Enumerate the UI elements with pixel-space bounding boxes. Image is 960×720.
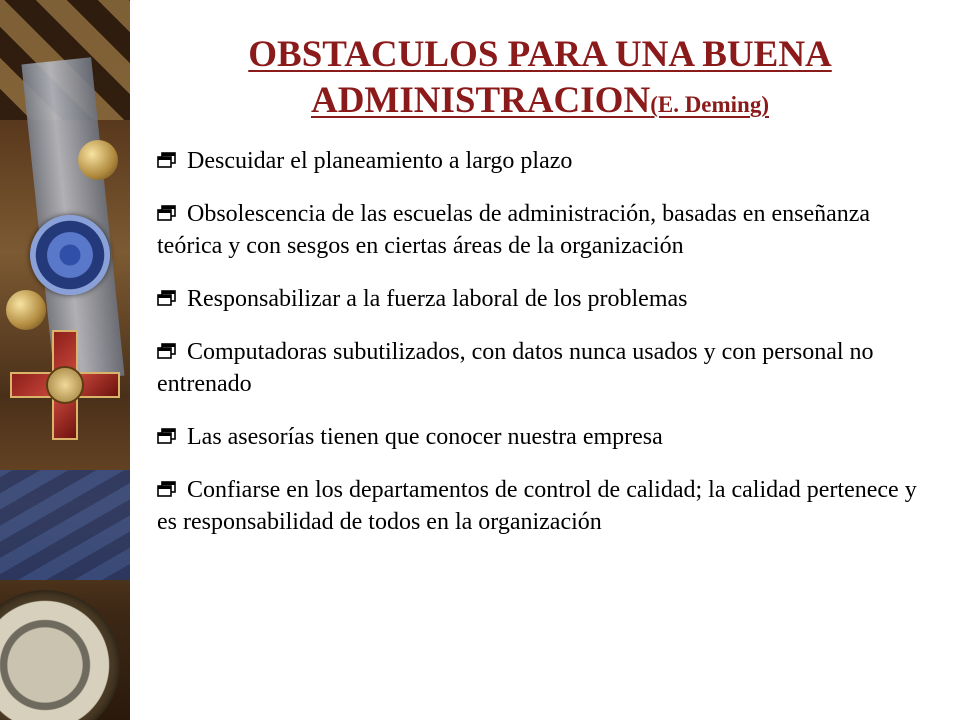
window-restore-icon [157,343,177,360]
bullet-item [157,474,927,538]
decorative-photo-strip [0,0,130,720]
bullet-text: Computadoras subutilizados, con datos nunca usados y con personal no entrenado [157,339,874,397]
bullet-item [157,198,927,262]
slide-title [160,32,920,128]
maltese-cross-medal [10,330,120,440]
window-restore-icon [157,205,177,222]
bullet-item [157,283,927,315]
bullet-text: Las asesorías tienen que conocer nuestra empresa [187,424,663,450]
bullet-text: Descuidar el planeamiento a largo plazo [187,148,573,174]
bullet-item [157,336,927,400]
bullet-item [157,145,927,177]
window-restore-icon [157,152,177,169]
bullet-text: Confiarse en los departamentos de control de calidad; la calidad pertenece y es responsabilidad de todos en la organización [157,477,917,535]
bullet-text: Obsolescencia de las escuelas de administración, basadas en enseñanza teórica y con sesgos en ciertas áreas de la organización [157,201,871,259]
window-restore-icon [157,481,177,498]
bullet-list [157,145,927,559]
blue-rosette [30,215,110,295]
compass-icon [0,590,120,720]
title-subtitle: (E. Deming) [650,92,770,117]
window-restore-icon [157,290,177,307]
title-main: OBSTACULOS PARA UNA BUENA ADMINISTRACION [248,34,832,121]
brass-button [78,140,118,180]
bullet-item [157,421,927,453]
striped-ribbon [0,470,130,580]
brass-button [6,290,46,330]
bullet-text: Responsabilizar a la fuerza laboral de los problemas [187,286,688,312]
window-restore-icon [157,428,177,445]
